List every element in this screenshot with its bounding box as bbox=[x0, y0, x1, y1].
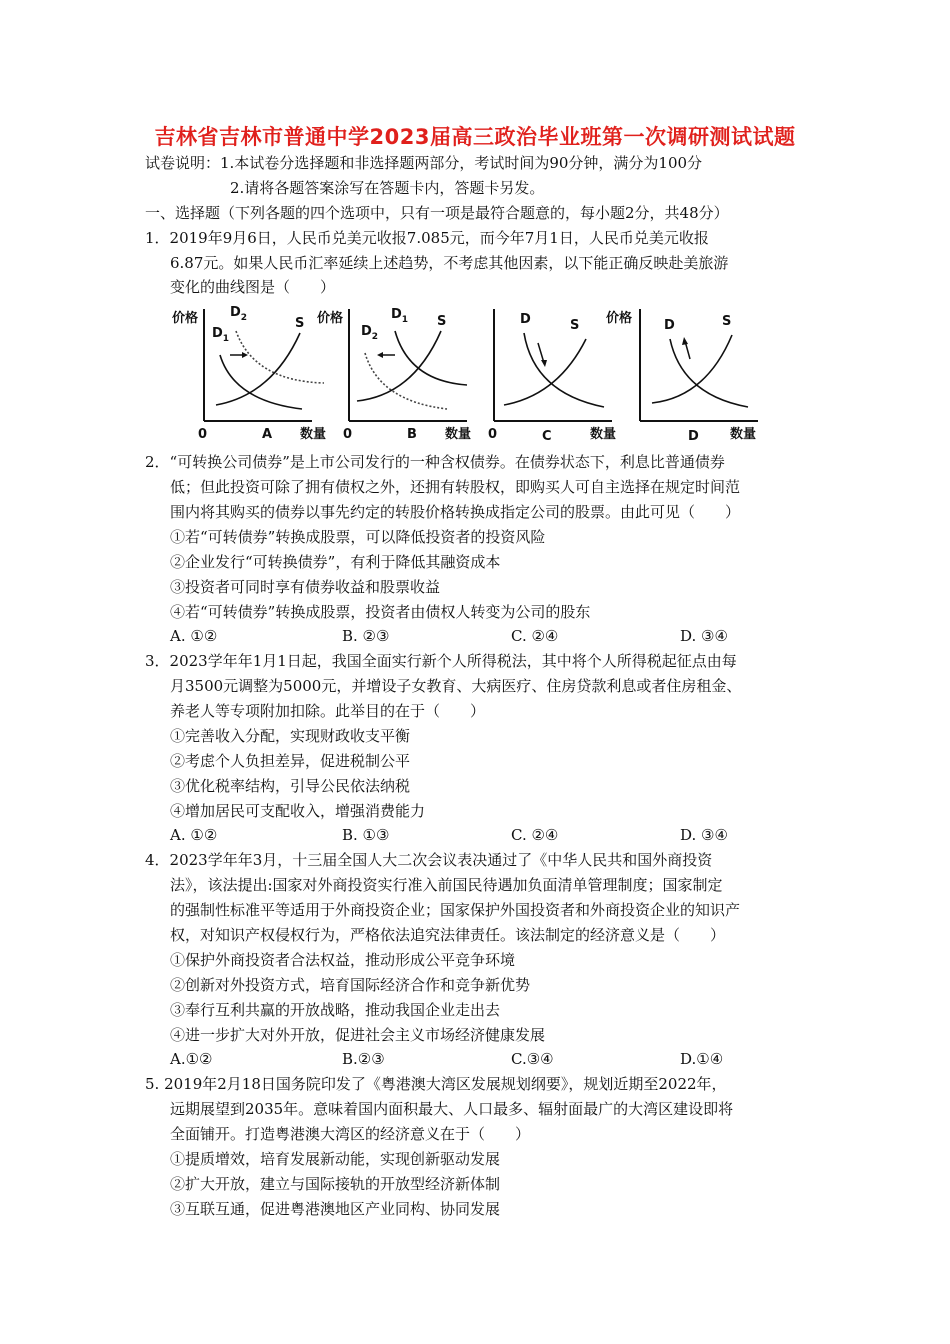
q2-stem-line: 低；但此投资可除了拥有债权之外，还拥有转股权，即购买人可自主选择在规定时间范 bbox=[170, 478, 741, 496]
graph-b-label: B bbox=[407, 427, 417, 442]
q4-item: ③奉行互利共赢的开放战略，推动我国企业走出去 bbox=[170, 1001, 501, 1019]
graph-d-d: D bbox=[664, 318, 675, 333]
graph-a-label: A bbox=[262, 427, 273, 442]
graph-a-d2: $D_2$ bbox=[230, 305, 248, 323]
section-heading: 一、选择题（下列各题的四个选项中，只有一项是最符合题意的，每小题2分，共48分） bbox=[145, 204, 729, 222]
graph-d-xlabel: 数量 bbox=[730, 427, 757, 442]
q1-stem-line: 6.87元。如果人民币汇率延续上述趋势，不考虑其他因素，以下能正确反映赴美旅游 bbox=[170, 254, 729, 272]
q4-stem-line: 法》，该法提出:国家对外商投资实行准入前国民待遇加负面清单管理制度；国家制定 bbox=[170, 876, 723, 894]
q5-stem-line: 5. 2019年2月18日国务院印发了《粤港澳大湾区发展规划纲要》，规划近期至2022年， bbox=[145, 1075, 727, 1093]
q1-stem-line: 1．2019年9月6日，人民币兑美元收报7.085元，而今年7月1日，人民币兑美元收报 bbox=[145, 229, 709, 247]
graph-d-label: D bbox=[688, 429, 699, 444]
q2-item: ②企业发行“可转换债券”，有利于降低其融资成本 bbox=[170, 553, 501, 571]
instructions-line-1: 试卷说明：1.本试卷分选择题和非选择题两部分，考试时间为90分钟，满分为100分 bbox=[145, 154, 703, 172]
q5-stem-line: 全面铺开。打造粤港澳大湾区的经济意义在于（ ） bbox=[170, 1125, 531, 1143]
q2-option-c[interactable]: C. ②④ bbox=[511, 627, 559, 645]
page-title: 吉林省吉林市普通中学2023届高三政治毕业班第一次调研测试试题 bbox=[154, 125, 796, 149]
q3-stem-line: 养老人等专项附加扣除。此举目的在于（ ） bbox=[170, 702, 486, 720]
q3-option-a[interactable]: A. ①② bbox=[170, 826, 218, 844]
graph-b-ylabel: 价格 bbox=[317, 311, 344, 326]
q3-item: ③优化税率结构，引导公民依法纳税 bbox=[170, 777, 411, 795]
graph-a-s: S bbox=[295, 316, 305, 331]
graph-b-d1: $D_1$ bbox=[391, 307, 409, 325]
q4-item: ④进一步扩大对外开放，促进社会主义市场经济健康发展 bbox=[170, 1026, 546, 1044]
q4-option-b[interactable]: B.②③ bbox=[342, 1050, 385, 1068]
graph-b-xlabel: 数量 bbox=[445, 427, 472, 442]
q4-item: ②创新对外投资方式，培育国际经济合作和竞争新优势 bbox=[170, 976, 531, 994]
q2-option-b[interactable]: B. ②③ bbox=[342, 627, 390, 645]
graph-c-d: D bbox=[520, 312, 531, 327]
graph-a-xlabel: 数量 bbox=[300, 427, 327, 442]
q5-stem-line: 远期展望到2035年。意味着国内面积最大、人口最多、辐射面最广的大湾区建设即将 bbox=[170, 1100, 734, 1118]
q3-stem-line: 月3500元调整为5000元，并增设子女教育、大病医疗、住房贷款利息或者住房租金、 bbox=[170, 677, 742, 695]
graph-c-ylabel: 价格 bbox=[606, 311, 633, 326]
instructions-line-2: 2.请将各题答案涂写在答题卡内，答题卡另发。 bbox=[230, 179, 545, 197]
q4-option-a[interactable]: A.①② bbox=[170, 1050, 213, 1068]
q3-option-d[interactable]: D. ③④ bbox=[680, 826, 728, 844]
q2-item: ③投资者可同时享有债券收益和股票收益 bbox=[170, 578, 441, 596]
graph-c bbox=[462, 303, 633, 449]
graph-d bbox=[608, 303, 757, 449]
graph-a bbox=[172, 303, 327, 449]
q4-item: ①保护外商投资者合法权益，推动形成公平竞争环境 bbox=[170, 951, 516, 969]
q2-option-a[interactable]: A. ①② bbox=[170, 627, 218, 645]
q2-stem-line: 围内将其购买的债券以事先约定的转股价格转换成指定公司的股票。由此可见（ ） bbox=[170, 503, 741, 521]
q4-stem-line: 4．2023学年年3月，十三届全国人大二次会议表决通过了《中华人民共和国外商投资 bbox=[145, 851, 713, 869]
q2-option-d[interactable]: D. ③④ bbox=[680, 627, 728, 645]
graph-b bbox=[317, 303, 472, 449]
graph-a-d1: $D_1$ bbox=[212, 326, 230, 344]
graph-d-s: S bbox=[722, 314, 732, 329]
q3-item: ④增加居民可支配收入，增强消费能力 bbox=[170, 802, 426, 820]
q1-stem-line: 变化的曲线图是（ ） bbox=[170, 278, 336, 296]
q3-option-b[interactable]: B. ①③ bbox=[342, 826, 390, 844]
q2-stem-line: 2．“可转换公司债券”是上市公司发行的一种含权债券。在债券状态下，利息比普通债券 bbox=[145, 453, 725, 471]
q4-option-c[interactable]: C.③④ bbox=[511, 1050, 554, 1068]
q4-option-d[interactable]: D.①④ bbox=[680, 1050, 724, 1068]
graph-a-ylabel: 价格 bbox=[172, 311, 199, 326]
graph-c-label: C bbox=[542, 429, 552, 444]
graph-c-s: S bbox=[570, 318, 580, 333]
q4-stem-line: 的强制性标准平等适用于外商投资企业；国家保护外国投资者和外商投资企业的知识产 bbox=[170, 901, 741, 919]
q5-item: ③互联互通，促进粤港澳地区产业同构、协同发展 bbox=[170, 1200, 501, 1218]
graph-c-xlabel: 数量 bbox=[590, 427, 617, 442]
q2-item: ④若“可转债券”转换成股票，投资者由债权人转变为公司的股东 bbox=[170, 603, 591, 621]
graph-b-d2: $D_2$ bbox=[361, 324, 379, 342]
graph-b-s: S bbox=[437, 314, 447, 329]
q4-stem-line: 权，对知识产权侵权行为，严格依法追究法律责任。该法制定的经济意义是（ ） bbox=[170, 926, 726, 944]
q3-item: ①完善收入分配，实现财政收支平衡 bbox=[170, 727, 411, 745]
graph-b-origin: 0 bbox=[343, 427, 353, 442]
graph-a-origin: 0 bbox=[198, 427, 208, 442]
q5-item: ②扩大开放，建立与国际接轨的开放型经济新体制 bbox=[170, 1175, 501, 1193]
q3-option-c[interactable]: C. ②④ bbox=[511, 826, 559, 844]
q3-item: ②考虑个人负担差异，促进税制公平 bbox=[170, 752, 411, 770]
q5-item: ①提质增效，培育发展新动能，实现创新驱动发展 bbox=[170, 1150, 501, 1168]
q2-item: ①若“可转债券”转换成股票，可以降低投资者的投资风险 bbox=[170, 528, 546, 546]
graph-c-origin: 0 bbox=[488, 427, 498, 442]
q3-stem-line: 3．2023学年年1月1日起，我国全面实行新个人所得税法，其中将个人所得税起征点由每 bbox=[145, 652, 737, 670]
